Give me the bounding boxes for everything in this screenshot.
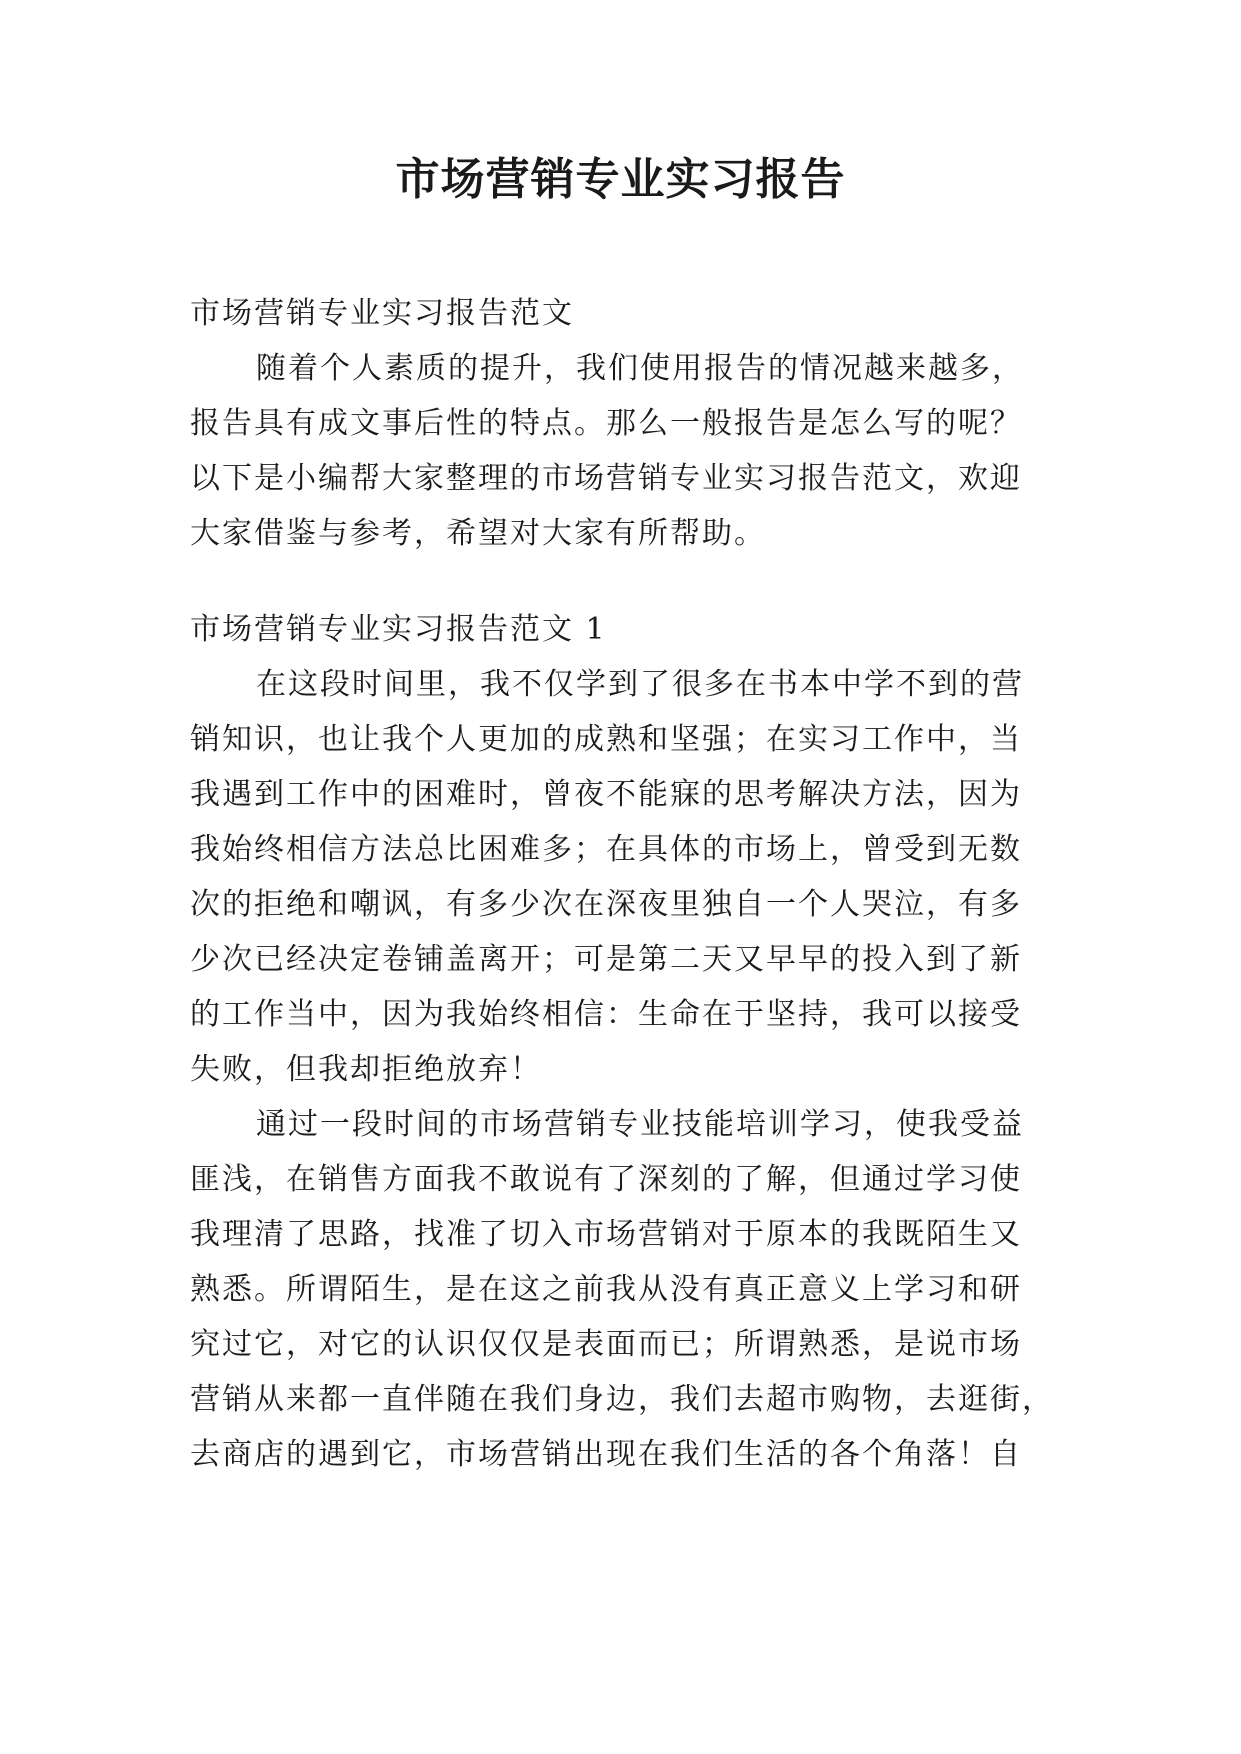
- paragraph-line: 以下是小编帮大家整理的市场营销专业实习报告范文，欢迎: [190, 461, 1022, 496]
- section-heading: 市场营销专业实习报告范文 1: [190, 612, 607, 647]
- paragraph-line: 营销从来都一直伴随在我们身边，我们去超市购物，去逛街，: [190, 1382, 1054, 1417]
- paragraph-line: 我遇到工作中的困难时，曾夜不能寐的思考解决方法，因为: [190, 777, 1022, 812]
- subtitle: 市场营销专业实习报告范文: [190, 296, 574, 331]
- paragraph-line: 销知识，也让我个人更加的成熟和坚强；在实习工作中，当: [190, 722, 1022, 757]
- intro-paragraph: [190, 341, 1050, 561]
- paragraph-line: 随着个人素质的提升，我们使用报告的情况越来越多，: [256, 351, 1024, 386]
- document-body: [190, 286, 1054, 1482]
- section-paragraph: [190, 1097, 1054, 1482]
- paragraph-line: 匪浅，在销售方面我不敢说有了深刻的了解，但通过学习使: [190, 1162, 1022, 1197]
- paragraph-line: 次的拒绝和嘲讽，有多少次在深夜里独自一个人哭泣，有多: [190, 887, 1022, 922]
- paragraph-line: 在这段时间里，我不仅学到了很多在书本中学不到的营: [256, 667, 1024, 702]
- paragraph-line: 的工作当中，因为我始终相信：生命在于坚持，我可以接受: [190, 997, 1022, 1032]
- paragraph-line: 去商店的遇到它，市场营销出现在我们生活的各个角落！自: [190, 1437, 1022, 1472]
- paragraph-line: 我理清了思路，找准了切入市场营销对于原本的我既陌生又: [190, 1217, 1022, 1252]
- paragraph-line: 熟悉。所谓陌生，是在这之前我从没有真正意义上学习和研: [190, 1272, 1022, 1307]
- paragraph-line: 大家借鉴与参考，希望对大家有所帮助。: [190, 516, 766, 551]
- paragraph-line: 通过一段时间的市场营销专业技能培训学习，使我受益: [256, 1107, 1024, 1142]
- paragraph-line: 我始终相信方法总比困难多；在具体的市场上，曾受到无数: [190, 832, 1022, 867]
- page-title: 市场营销专业实习报告: [395, 154, 846, 205]
- paragraph-line: 少次已经决定卷铺盖离开；可是第二天又早早的投入到了新: [190, 942, 1022, 977]
- section-paragraph: [190, 657, 1050, 1097]
- paragraph-line: 失败，但我却拒绝放弃！: [190, 1052, 542, 1087]
- paragraph-line: 究过它，对它的认识仅仅是表面而已；所谓熟悉，是说市场: [190, 1327, 1022, 1362]
- section-gap: [190, 561, 1050, 602]
- paragraph-line: 报告具有成文事后性的特点。那么一般报告是怎么写的呢？: [190, 406, 1022, 441]
